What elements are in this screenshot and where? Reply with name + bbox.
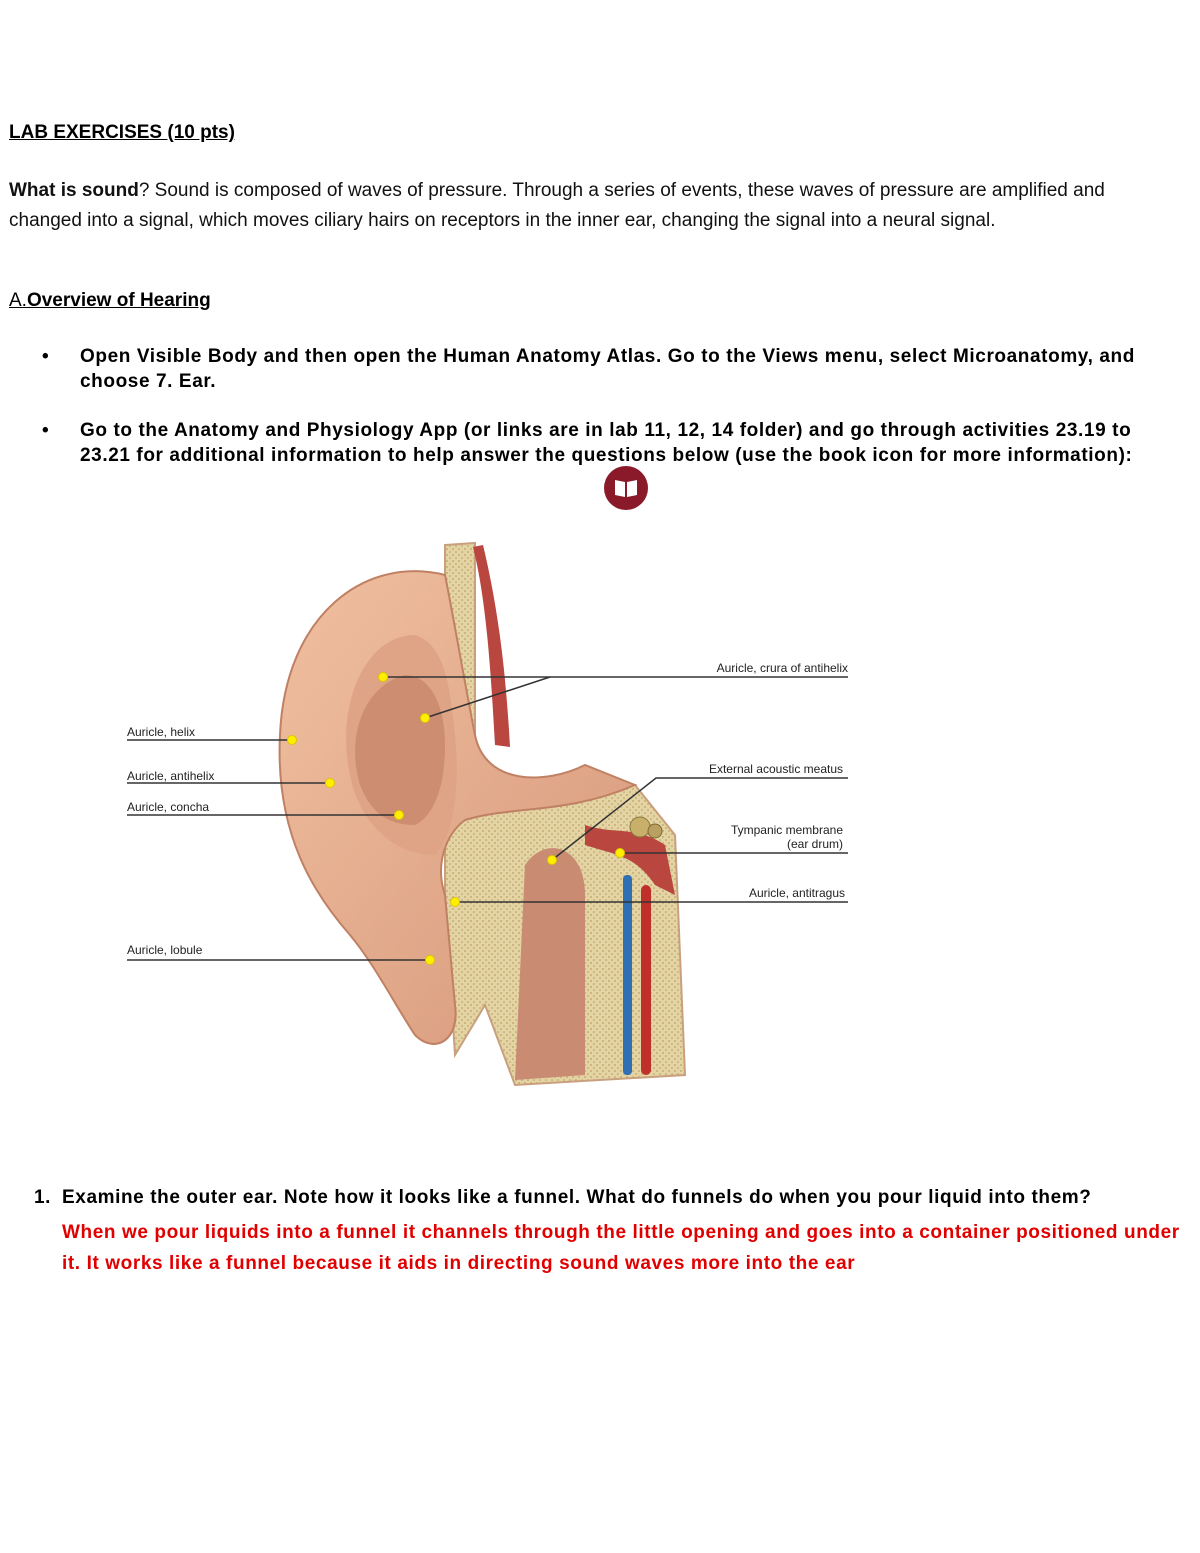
list-item: [34, 1182, 1184, 1279]
label-concha: Auricle, concha: [127, 800, 210, 814]
intro-paragraph: [9, 176, 1179, 236]
label-antitragus: Auricle, antitragus: [748, 886, 845, 900]
bullet-dot-icon: •: [42, 420, 50, 441]
section-heading: [9, 290, 211, 312]
book-icon[interactable]: [604, 466, 648, 510]
lab-title: LAB EXERCISES (10 pts): [9, 122, 235, 143]
intro-lead: What is sound: [9, 180, 139, 201]
bullet-dot-icon: •: [42, 346, 50, 367]
label-tympanic: Tympanic membrane: [730, 823, 843, 837]
ear-anatomy-figure: [115, 535, 855, 1100]
list-item: [40, 344, 1180, 394]
label-lobule: Auricle, lobule: [127, 943, 203, 957]
label-antihelix: Auricle, antihelix: [127, 769, 215, 783]
section-prefix: A.: [9, 290, 27, 311]
label-tympanic-sub: (ear drum): [786, 837, 843, 851]
label-crura: Auricle, crura of antihelix: [716, 661, 848, 675]
question-text: Examine the outer ear. Note how it looks like a funnel. What do funnels do when you pour liquid into them?: [62, 1187, 1092, 1208]
question-number: 1.: [34, 1187, 52, 1208]
label-helix: Auricle, helix: [127, 725, 196, 739]
section-title: Overview of Hearing: [26, 290, 211, 311]
label-meatus: External acoustic meatus: [708, 762, 843, 776]
intro-text: ? Sound is composed of waves of pressure. Through a series of events, these waves of pressure are amplified and changed into a signal, which moves ciliary hairs on receptors in the inner ear, changing the signal into a neural signal.: [9, 180, 1105, 231]
list-item: [40, 418, 1180, 468]
question-list: [34, 1182, 1184, 1279]
answer-text: When we pour liquids into a funnel it channels through the little opening and goes into a container positioned under it. It works like a funnel because it aids in directing sound waves more into the ear: [62, 1222, 1180, 1274]
bullet-text: Open Visible Body and then open the Human Anatomy Atlas. Go to the Views menu, select Microanatomy, and choose 7. Ear.: [80, 346, 1135, 392]
bullet-text: Go to the Anatomy and Physiology App (or links are in lab 11, 12, 14 folder) and go through activities 23.19 to 23.21 for additional information to help answer the questions below (use the book icon for more information):: [80, 420, 1133, 466]
